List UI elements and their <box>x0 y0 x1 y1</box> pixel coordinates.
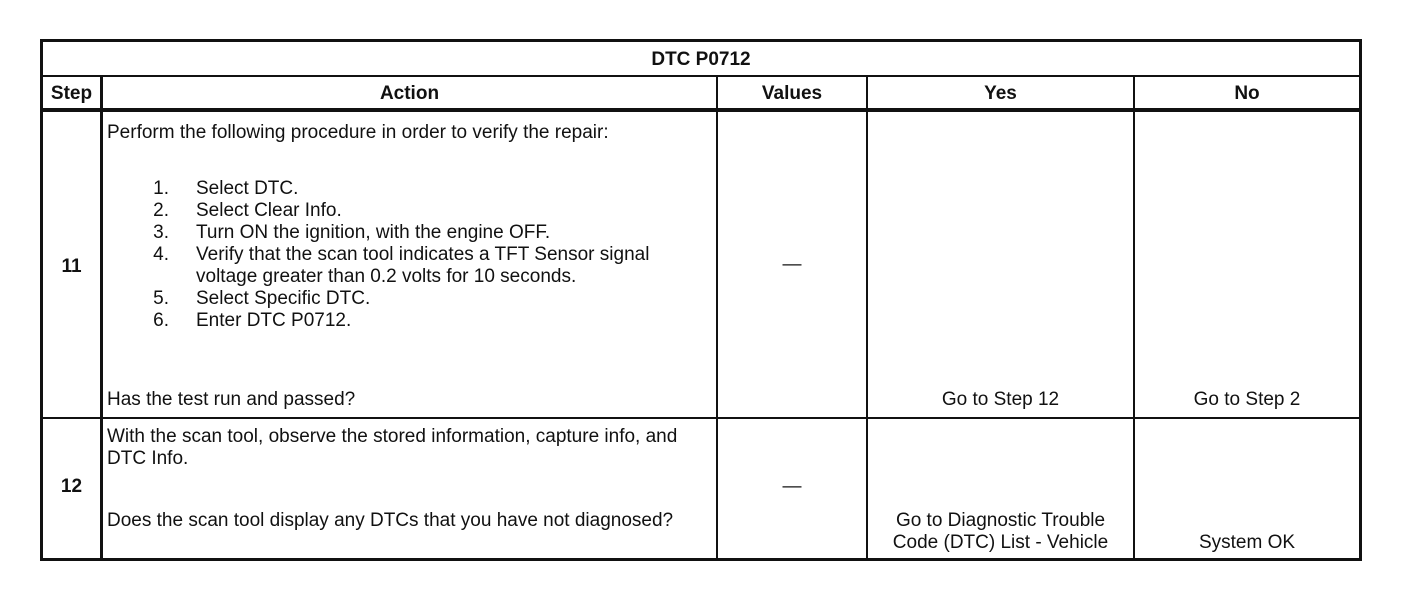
step-number: 11 <box>61 256 82 277</box>
header-action: Action <box>379 83 440 104</box>
no-cell: System OK <box>1198 532 1296 553</box>
procedure-step-text: Turn ON the ignition, with the engine OFF. <box>196 222 551 243</box>
procedure-step-text: Select Specific DTC. <box>196 288 371 309</box>
header-yes: Yes <box>984 83 1017 104</box>
col-divider-step <box>100 76 103 558</box>
procedure-step-text: Enter DTC P0712. <box>196 310 352 331</box>
yes-cell: Go to Diagnostic Trouble Code (DTC) List - Vehicle <box>892 510 1109 553</box>
procedure-step-number: 6. <box>153 310 169 331</box>
procedure-list <box>107 178 712 332</box>
table-title: DTC P0712 <box>651 49 751 70</box>
procedure-step-text: Select DTC. <box>196 178 299 199</box>
header-step: Step <box>50 83 93 104</box>
action-question: Has the test run and passed? <box>107 389 356 410</box>
procedure-step-number: 4. <box>153 244 169 265</box>
yes-cell: Go to Step 12 <box>941 389 1060 410</box>
values-cell: — <box>782 476 802 497</box>
dtc-table <box>40 39 1362 561</box>
procedure-step-text: Verify that the scan tool indicates a TFT Sensor signal voltage greater than 0.2 volts for 10 seconds. <box>196 244 650 287</box>
step-number: 12 <box>60 476 83 497</box>
procedure-step <box>107 200 712 222</box>
procedure-step-text: Select Clear Info. <box>196 200 342 221</box>
procedure-step-number: 1. <box>153 178 169 199</box>
col-divider-yes <box>1133 76 1135 558</box>
row-divider <box>43 417 1359 419</box>
procedure-step-number: 2. <box>153 200 169 221</box>
procedure-step-number: 5. <box>153 288 169 309</box>
no-cell: Go to Step 2 <box>1193 389 1301 410</box>
procedure-step <box>107 244 712 288</box>
procedure-step-number: 3. <box>153 222 169 243</box>
header-no: No <box>1234 83 1260 104</box>
action-question: Does the scan tool display any DTCs that you have not diagnosed? <box>107 510 674 531</box>
values-cell: — <box>782 254 802 275</box>
procedure-step <box>107 178 712 200</box>
header-values: Values <box>761 83 823 104</box>
col-divider-values <box>866 76 868 558</box>
procedure-step <box>107 288 712 310</box>
procedure-step <box>107 222 712 244</box>
action-intro: Perform the following procedure in order to verify the repair: <box>107 122 609 143</box>
action-intro: With the scan tool, observe the stored information, capture info, and DTC Info. <box>107 426 678 469</box>
procedure-step <box>107 310 712 332</box>
title-divider <box>43 75 1359 77</box>
